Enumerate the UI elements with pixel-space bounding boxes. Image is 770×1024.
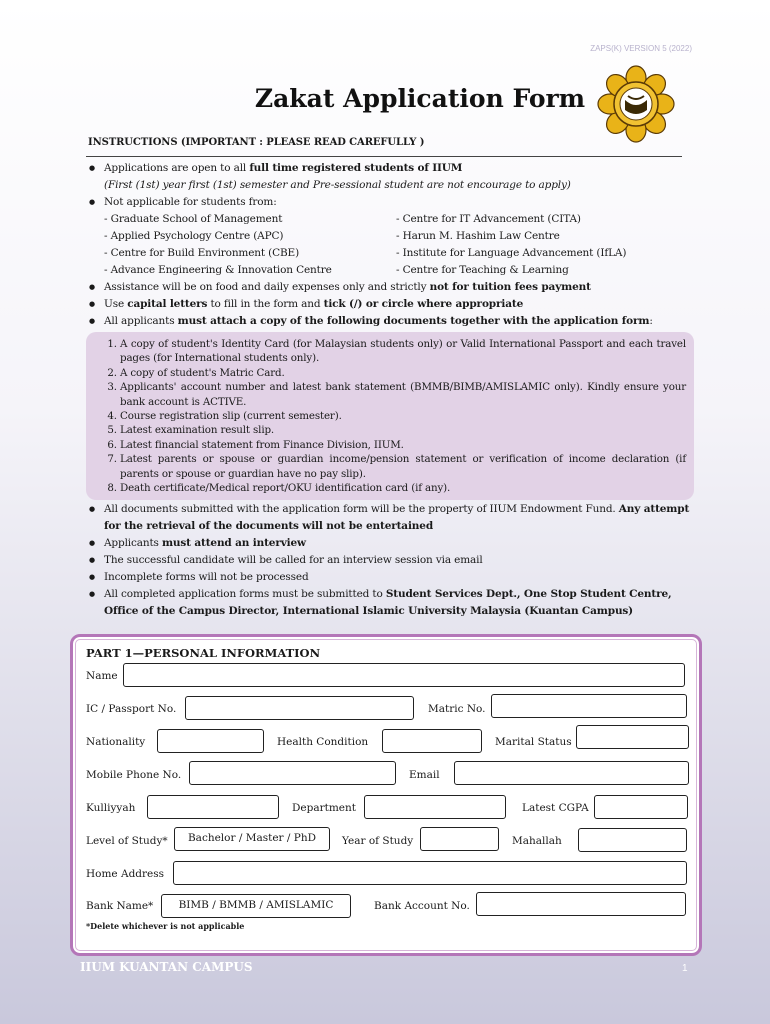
iium-logo-icon [594, 64, 678, 144]
email-field[interactable] [454, 761, 689, 785]
instruction-bold: Student Services Dept., One Stop Student Centre, Office of the Campus Director, International Islamic University Malaysia (Kuantan Campus) [104, 588, 672, 617]
ic-passport-label: IC / Passport No. [86, 703, 177, 715]
marital-status-field[interactable] [576, 725, 689, 749]
department-field[interactable] [364, 795, 506, 819]
footer-campus: IIUM KUANTAN CAMPUS [80, 960, 253, 974]
matric-field[interactable] [491, 694, 687, 718]
document-item: 1. A copy of student's Identity Card (for Malaysian students only) or Valid International Passport and each travel pages (for International students only). [120, 337, 686, 366]
instruction-item [86, 552, 696, 569]
nationality-label: Nationality [86, 736, 146, 748]
instruction-item [86, 586, 696, 620]
instruction-bold: must attach a copy of the following documents together with the application form [177, 315, 650, 327]
instruction-item [86, 313, 696, 330]
instruction-text: Applications are open to all [104, 162, 250, 174]
latest-cgpa-label: Latest CGPA [522, 802, 589, 814]
email-label: Email [409, 769, 440, 781]
home-address-label: Home Address [86, 868, 165, 880]
level-of-study-options[interactable]: Bachelor / Master / PhD [174, 827, 330, 851]
mobile-phone-field[interactable] [189, 761, 396, 785]
bank-name-options[interactable]: BIMB / BMMB / AMISLAMIC [161, 894, 351, 918]
bank-account-label: Bank Account No. [374, 900, 470, 912]
year-of-study-label: Year of Study [342, 835, 414, 847]
instructions-list [86, 160, 696, 330]
instruction-bold: tick (/) or circle where appropriate [323, 298, 524, 310]
centre-item: - Applied Psychology Centre (APC) [104, 230, 284, 242]
mobile-phone-label: Mobile Phone No. [86, 769, 182, 781]
health-condition-label: Health Condition [277, 736, 369, 748]
instruction-text: Not applicable for students from: [104, 196, 277, 208]
centre-item: - Advance Engineering & Innovation Centre [104, 264, 332, 276]
instruction-text: All applicants [104, 315, 178, 327]
required-documents-box [86, 332, 694, 500]
instruction-item [86, 279, 696, 296]
document-item: 4. Course registration slip (current semester). [120, 409, 686, 423]
centre-item: - Centre for Build Environment (CBE) [104, 247, 300, 259]
instruction-bold: must attend an interview [161, 537, 306, 549]
delete-note: *Delete whichever is not applicable [86, 921, 245, 931]
heading-rule [86, 156, 682, 157]
centre-item: - Centre for Teaching & Learning [396, 264, 569, 276]
document-item: 5. Latest examination result slip. [120, 423, 686, 437]
home-address-field[interactable] [173, 861, 687, 885]
instruction-item [86, 569, 696, 586]
instruction-text: : [649, 315, 653, 327]
centre-item: - Institute for Language Advancement (IfLA) [396, 247, 627, 259]
instruction-text: Use [104, 298, 128, 310]
instruction-text: All completed application forms must be submitted to [104, 588, 386, 600]
nationality-field[interactable] [157, 729, 264, 753]
year-of-study-field[interactable] [420, 827, 499, 851]
instruction-item [86, 535, 696, 552]
instructions-list-continued [86, 501, 696, 620]
bank-name-label: Bank Name* [86, 900, 154, 912]
ic-passport-field[interactable] [185, 696, 414, 720]
document-item: 6. Latest financial statement from Finance Division, IIUM. [120, 438, 686, 452]
mahallah-field[interactable] [578, 828, 687, 852]
document-item: 8. Death certificate/Medical report/OKU identification card (if any). [120, 481, 686, 495]
name-label: Name [86, 670, 118, 682]
level-of-study-label: Level of Study* [86, 835, 168, 847]
centre-item: - Graduate School of Management [104, 213, 283, 225]
instruction-text: The successful candidate will be called for an interview session via email [104, 554, 483, 566]
instructions-heading: INSTRUCTIONS (IMPORTANT : PLEASE READ CAREFULLY ) [88, 137, 425, 148]
section-title: PART 1—PERSONAL INFORMATION [86, 646, 321, 660]
page-number: 1 [682, 963, 688, 974]
centre-item: - Harun M. Hashim Law Centre [396, 230, 560, 242]
centre-item: - Centre for IT Advancement (CITA) [396, 213, 581, 225]
document-item: 3. Applicants' account number and latest bank statement (BMMB/BIMB/AMISLAMIC only). Kindly ensure your bank account is ACTIVE. [120, 380, 686, 409]
instruction-bold: not for tuition fees payment [429, 281, 591, 293]
instruction-bold: full time registered students of IIUM [249, 162, 463, 174]
department-label: Department [292, 802, 357, 814]
health-condition-field[interactable] [382, 729, 482, 753]
instruction-bold: Any attempt for the retrieval of the documents will not be entertained [104, 503, 690, 532]
instruction-subnote: (First (1st) year first (1st) semester and Pre-sessional student are not encourage to apply) [104, 179, 571, 191]
personal-information-section [70, 634, 702, 956]
page-title: Zakat Application Form [254, 84, 586, 113]
bank-account-field[interactable] [476, 892, 686, 916]
latest-cgpa-field[interactable] [594, 795, 688, 819]
instruction-bold: capital letters [127, 298, 208, 310]
mahallah-label: Mahallah [512, 835, 562, 847]
name-field[interactable] [123, 663, 685, 687]
required-documents-list [86, 332, 694, 495]
document-item: 7. Latest parents or spouse or guardian income/pension statement or verification of income declaration (if parents or spouse or guardian have no pay slip). [120, 452, 686, 481]
instruction-item [86, 160, 696, 194]
instruction-text: All documents submitted with the application form will be the property of IIUM Endowment Fund. [104, 503, 619, 515]
kulliyyah-label: Kulliyyah [86, 802, 136, 814]
instruction-text: Applicants [104, 537, 162, 549]
instruction-item [86, 501, 696, 535]
instruction-item [86, 194, 696, 279]
marital-status-label: Marital Status [495, 736, 572, 748]
document-item: 2. A copy of student's Matric Card. [120, 366, 686, 380]
instruction-text: to fill in the form and [207, 298, 324, 310]
excluded-centres [104, 211, 696, 279]
instruction-text: Assistance will be on food and daily expenses only and strictly [104, 281, 430, 293]
instruction-item [86, 296, 696, 313]
kulliyyah-field[interactable] [147, 795, 279, 819]
version-label: ZAPS(K) VERSION 5 (2022) [590, 44, 692, 53]
instruction-text: Incomplete forms will not be processed [104, 571, 309, 583]
matric-label: Matric No. [428, 703, 486, 715]
